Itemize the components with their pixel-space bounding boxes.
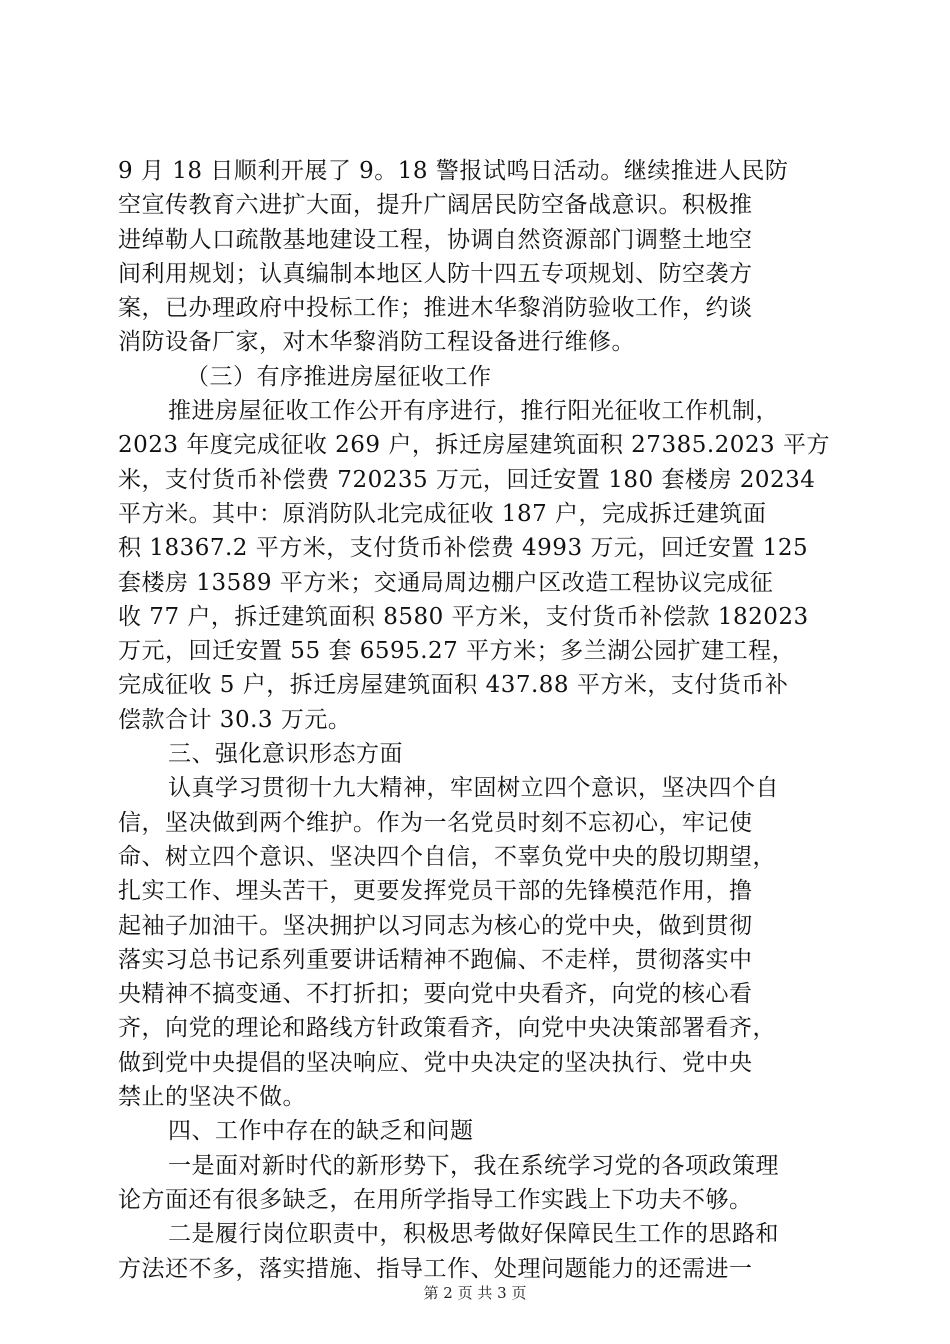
text-line: 落实习总书记系列重要讲话精神不跑偏、不走样，贯彻落实中	[118, 946, 753, 973]
paragraph-first-line: 认真学习贯彻十九大精神，牢固树立四个意识，坚决四个自	[168, 775, 779, 802]
text-line: 做到党中央提倡的坚决响应、党中央决定的坚决执行、党中央	[118, 1049, 753, 1076]
text-line: 进绰勒人口疏散基地建设工程，协调自然资源部门调整土地空	[118, 226, 753, 253]
text-line: 9 月 18 日顺利开展了 9。18 警报试鸣日活动。继续推进人民防	[118, 158, 789, 184]
text-line: 积 18367.2 平方米，支付货币补偿费 4993 万元，回迁安置 125	[118, 535, 809, 562]
text-line: 命、树立四个意识、坚决四个自信，不辜负党中央的殷切期望，	[118, 843, 776, 870]
paragraph-first-line: 一是面对新时代的新形势下，我在系统学习党的各项政策理	[168, 1152, 779, 1179]
section-heading: （三）有序推进房屋征收工作	[186, 363, 492, 390]
text-line: 起袖子加油干。坚决拥护以习同志为核心的党中央，做到贯彻	[118, 912, 753, 939]
paragraph-first-line: 推进房屋征收工作公开有序进行，推行阳光征收工作机制，	[168, 398, 779, 425]
text-line: 消防设备厂家，对木华黎消防工程设备进行维修。	[118, 329, 635, 356]
section-heading: 三、强化意识形态方面	[168, 741, 403, 768]
text-line: 论方面还有很多缺乏，在用所学指导工作实践上下功夫不够。	[118, 1186, 753, 1213]
text-line: 方法还不多，落实措施、指导工作、处理问题能力的还需进一	[118, 1255, 753, 1282]
text-line: 米，支付货币补偿费 720235 万元，回迁安置 180 套楼房 20234	[118, 466, 816, 493]
text-line: 完成征收 5 户，拆迁房屋建筑面积 437.88 平方米，支付货币补	[118, 672, 789, 699]
text-line: 套楼房 13589 平方米；交通局周边棚户区改造工程协议完成征	[118, 569, 774, 596]
document-body	[118, 154, 838, 1286]
text-line: 收 77 户，拆迁建筑面积 8580 平方米，支付货币补偿款 182023	[118, 603, 809, 630]
text-line: 齐，向党的理论和路线方针政策看齐，向党中央决策部署看齐，	[118, 1015, 776, 1042]
text-line: 万元，回迁安置 55 套 6595.27 平方米；多兰湖公园扩建工程，	[118, 638, 796, 665]
text-line: 平方米。其中：原消防队北完成征收 187 户，完成拆迁建筑面	[118, 500, 767, 527]
text-line: 信，坚决做到两个维护。作为一名党员时刻不忘初心，牢记使	[118, 809, 753, 836]
paragraph-first-line: 二是履行岗位职责中，积极思考做好保障民生工作的思路和	[168, 1221, 779, 1248]
text-line: 空宣传教育六进扩大面，提升广阔居民防空备战意识。积极推	[118, 192, 753, 219]
text-line: 间利用规划；认真编制本地区人防十四五专项规划、防空袭方	[118, 260, 753, 287]
text-line: 禁止的坚决不做。	[118, 1084, 306, 1111]
text-line: 案，已办理政府中投标工作；推进木华黎消防验收工作，约谈	[118, 295, 753, 322]
page-footer: 第 2 页 共 3 页	[423, 1284, 527, 1302]
text-line: 央精神不搞变通、不打折扣；要向党中央看齐，向党的核心看	[118, 981, 753, 1008]
text-line: 偿款合计 30.3 万元。	[118, 706, 352, 733]
text-line: 2023 年度完成征收 269 户，拆迁房屋建筑面积 27385.2023 平方	[118, 432, 830, 459]
section-heading: 四、工作中存在的缺乏和问题	[168, 1118, 474, 1145]
text-line: 扎实工作、埋头苦干，更要发挥党员干部的先锋模范作用，撸	[118, 878, 753, 905]
